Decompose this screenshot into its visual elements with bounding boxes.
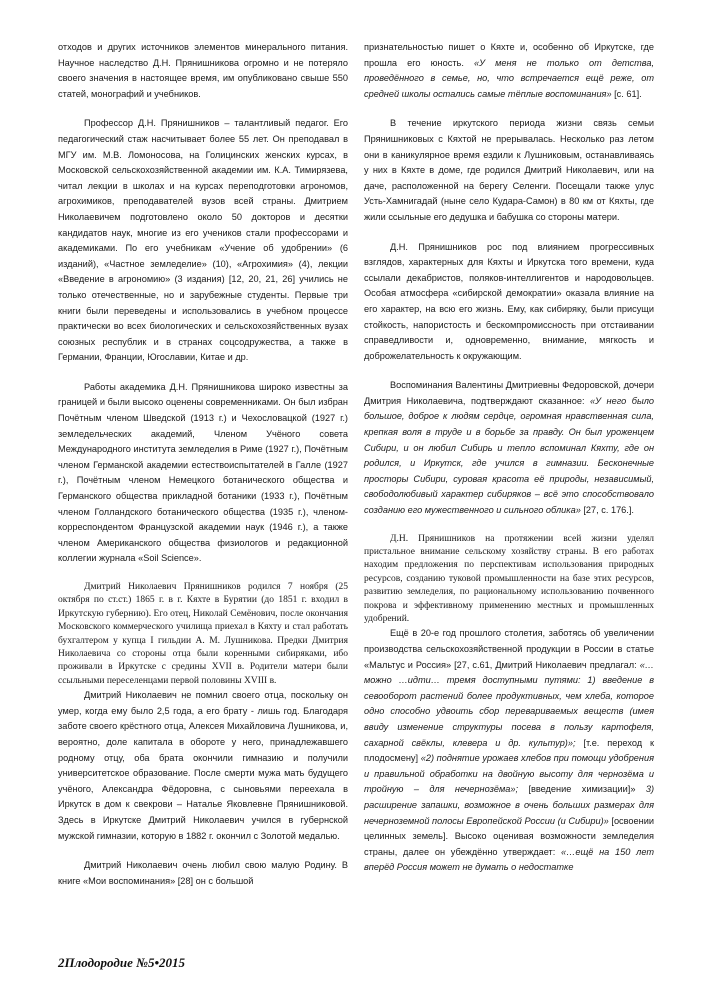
left-paragraph-4: Дмитрий Николаевич Прянишников родился 7 ноября (25 октября по ст.ст.) 1865 г. в г. Кяхте в Бурятии (до 1851 г. входил в Иркутскую губернию). Его отец, Николай Семёнович, после окончания Московского коммерческого училища приехал в Кяхту и стал работать бухгалтером у купца I гильдии А. М. Лушникова. Предки Дмитрия Николаевича со стороны отца были коренными сибиряками, ибо проживали в Иркутске с средины XVII в. Родители матери были ссыльными переселенцами первой половины XVIII в. — [58, 582, 348, 686]
right-p4-citation: [27, с. 176.]. — [580, 505, 634, 516]
right-p1-citation: [с. 61]. — [611, 88, 642, 99]
right-paragraph-2: В течение иркутского периода жизни связь семьи Прянишниковых с Кяхтой не прерывалась. Несколько раз летом они в каникулярное время ездили к Лушниковым, останавливаясь у них в Кяхте в доме, где родился Дмитрий Николаевич, или на даче, расположенной на берегу Селенги. Посещали также улус Усть-Хамнигадай (ныне село Кудара-Самон) в 80 км от Кяхты, где жили ссыльные его дедушка и бабушка со стороны матери. — [364, 118, 654, 222]
left-paragraph-6: Дмитрий Николаевич очень любил свою малую Родину. В книге «Мои воспоминания» [28] он с большой — [58, 860, 348, 886]
right-p6-text-b: [т.е. переход к плодосмену] — [364, 737, 654, 764]
right-paragraph-3: Д.Н. Прянишников рос под влиянием прогрессивных взглядов, характерных для Кяхты и Иркутска того времени, куда ссылали декабристов, поляков-интеллигентов и народовольцев. Особая атмосфера «сибирской демократии» оказала влияние на его характер, на всю его жизнь. Ему, как сибиряку, были присущи стойкость, напористость и бескомпромиссность при отстаивании справедливости и, одновременно, внимание, мягкость и доброжелательность к окружающим. — [364, 241, 654, 361]
left-paragraph-2: Профессор Д.Н. Прянишников – талантливый педагог. Его педагогический стаж насчитывает более 55 лет. Он преподавал в МГУ им. М.В. Ломоносова, на Голицинских женских курсах, в Московской сельскохозяйственной академии им. К.А. Тимирязева, читал лекции в школах и на курсах переподготовки агрономов, агрохимиков, преподавателей вузов всей страны. Дмитрием Николаевичем подготовлено около 50 докторов и десятки кандидатов наук, многие из его учеников стали профессорами и академиками. По его учебникам «Учение об удобрении» (6 изданий), «Частное земледелие» (10), «Агрохимия» (4), лекции «Введение в агрономию» (3 издания) [12, 20, 21, 26] учились не только отечественные, но и зарубежные студенты. Первые три книги были переведены и использовались в учебном процессе практически во всех биологических и сельскохозяйственных вузах союзных республик и в странах соцсодружества, а также в Германии, Франции, Югославии, Китае и др. — [58, 118, 348, 363]
left-paragraph-3: Работы академика Д.Н. Прянишникова широко известны за границей и были высоко оценены современниками. Он был избран Почётным членом Шведской (1913 г.) и Чехословацкой (1927 г.) земледельческих академий, Членом Учёного совета Международного института земледелия в Риме (1927 г.), Почётным членом Германской академии естествоиспытателей в Галле (1927 г.), Почётным членом Немецкого ботанического общества и Германского общества прикладной ботаники (1933 г.), Почётным членом Голландского ботанического общества (1935 г.), членом-корреспондентом Французской академии наук (1946 г.), а также членом Американского общества физиологов и редакционной коллегии журнала «Soil Science». — [58, 381, 348, 564]
left-paragraph-5: Дмитрий Николаевич не помнил своего отца, поскольку он умер, когда ему было 2,5 года, а его брату - лишь год. Благодаря заботе своего крёстного отца, Алексея Михайловича Лушникова, и, вероятно, доле капитала в обороте у него, принадлежавшего родному отцу, оба брата окончили гимназию и получили университетское образование. После смерти мужа мать будущего учёного, Александра Фёдоровна, с сыновьями переехала в Иркутск в дом к свекрови – Наталье Яковлевне Прянишниковой. Здесь в Иркутске Дмитрий Николаевич учился в губернской мужской гимназии, которую в 1882 г. окончил с Золотой медалью. — [58, 690, 348, 841]
right-paragraph-6 — [364, 626, 654, 876]
left-column — [58, 40, 348, 889]
right-p6-quote-3: 3) расширение запашки, возможное в очень больших размерах для нечерноземной полосы Европейской России (и Сибири)» — [364, 784, 654, 826]
right-p6-quote-2: «2) поднятие урожаев хлебов при помощи удобрения и правильной обработки на двойную высоту для чернозёма и тройную – для нечернозёма»; — [364, 753, 654, 795]
right-p6-quote-1: «…можно …идти… тремя доступными путями: 1) введение в севооборот растений более продуктивных, чем хлеба, которое одно способно удвоить сбор перевариваемых веществ (имея ввиду изменение структуры посева в пользу картофеля, сахарной свёклы, клевера и др. культур)»; — [364, 659, 654, 748]
page-number: 2 — [58, 955, 65, 970]
right-paragraph-4 — [364, 378, 654, 518]
right-p1-quote: «У меня не только от детства, проведённого в семье, но, что встречается ещё реже, от средней школы остались самые тёплые воспоминания» — [364, 57, 654, 99]
right-paragraph-1 — [364, 40, 654, 102]
right-p6-text-d: [освоении целинных земель]. Высоко оценивая возможности земледелия страны, далее он убеждённо утверждает: — [364, 815, 654, 857]
right-p6-quote-4: «…ещё на 150 лет вперёд Россия может не думать о недостатке — [364, 846, 654, 873]
right-p4-quote: «У него было большое, доброе к людям сердце, огромная нравственная сила, крепкая воля в труде и в борьбе за правду. Он был уроженцем Сибири, и он любил Сибирь и тепло вспоминал Кяхту, где он родился, и Иркутск, где учился в гимназии. Бесконечные просторы Сибири, суровая красота её природы, независимый, свободолюбивый характер сибиряков – всё это способствовало созданию его мужественного и сильного облика» — [364, 395, 654, 516]
right-column — [364, 40, 654, 876]
right-paragraph-5: Д.Н. Прянишников на протяжении всей жизни уделял пристальное внимание сельскому хозяйству страны. В его работах находим предложения по перспективам использования природных ресурсов, созданию туковой промышленности на базе этих ресурсов, развитию земледелия, по рациональному использованию почвенного покрова и эффективному применению местных и промышленных удобрений. — [364, 533, 654, 625]
right-p4-text: Воспоминания Валентины Дмитриевны Федоровской, дочери Дмитрия Николаевича, подтверждают сказанное: — [364, 380, 654, 406]
right-p6-text-c: [введение химизации]» — [518, 784, 646, 795]
journal-name: Плодородие №5•2015 — [64, 955, 186, 970]
right-p6-text-a: Ещё в 20-е год прошлого столетия, заботясь об увеличении производства сельскохозяйственной продукции в России в статье «Мальтус и Россия» [27, с.61, Дмитрий Николаевич предлагал: — [364, 628, 654, 670]
right-p1-text: признательностью пишет о Кяхте и, особенно об Иркутске, где прошла его юность. — [364, 42, 654, 68]
page-footer — [58, 955, 185, 971]
left-paragraph-1: отходов и других источников элементов минерального питания. Научное наследство Д.Н. Прянишникова огромно и не потеряло своего значения в настоящее время, им опубликовано свыше 550 статей, монографий и учебников. — [58, 42, 348, 99]
